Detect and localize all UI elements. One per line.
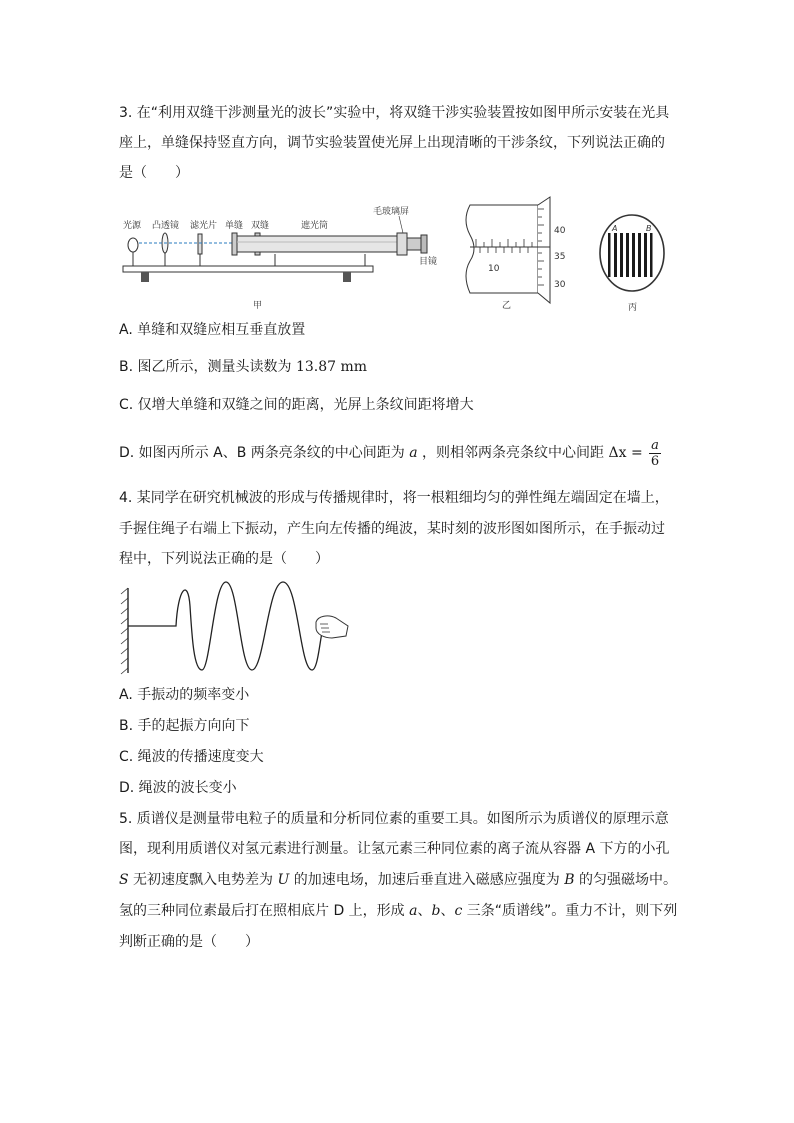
q3-option-c: C. 仅增大单缝和双缝之间的距离，光屏上条纹间距将增大: [119, 397, 474, 413]
q3-stem-line1: 3. 在“利用双缝干涉测量光的波长”实验中，将双缝干涉实验装置按如图甲所示安装在光具: [119, 105, 670, 121]
q5-sep-1: 、: [417, 903, 432, 919]
q3-option-a: A. 单缝和双缝应相互垂直放置: [119, 322, 306, 338]
q5-sep-2: 、: [440, 903, 455, 919]
hand-icon: [316, 616, 348, 638]
q5-line3-part3: 的匀强磁场中。: [574, 872, 677, 888]
q5-var-b: B: [564, 872, 575, 888]
q3-option-d: [119, 437, 661, 469]
q3-option-b: [119, 357, 367, 377]
q3-option-b-value: 13.87 mm: [295, 359, 368, 375]
q4-stem-line2: 手握住绳子右端上下振动，产生向左传播的绳波，某时刻的波形图如图所示，在手振动过: [119, 521, 665, 537]
yi-main-10: 10: [488, 264, 500, 274]
q5-stem-line2: 图，现利用质谱仪对氢元素进行测量。让氢元素三种同位素的离子流从容器 A 下方的小孔: [119, 841, 670, 857]
jia-label-tube: 遮光筒: [301, 221, 329, 231]
q5-var-b-line: b: [431, 903, 441, 919]
bing-label-a: A: [612, 224, 618, 233]
q3-option-d-text: D. 如图丙所示 A、B 两条亮条纹的中心间距为: [119, 445, 405, 461]
figure-rope-wave: [118, 578, 353, 678]
q5-stem-line5: 判断正确的是（ ）: [119, 934, 259, 950]
rope: [128, 582, 323, 670]
q5-var-s: S: [119, 872, 129, 888]
jia-caption: 甲: [253, 301, 263, 311]
q3-option-d-mid: ，则相邻两条亮条纹中心间距: [422, 445, 605, 461]
yi-caption: 乙: [502, 301, 512, 311]
q3-option-d-fraction: [649, 438, 661, 469]
q5-line3-part1: 无初速度飘入电势差为: [128, 872, 278, 888]
q4-option-d: D. 绳波的波长变小: [119, 780, 237, 796]
q5-stem-line3: [119, 870, 677, 890]
q3-option-d-eq: Δx =: [608, 445, 643, 461]
q4-option-a: A. 手振动的频率变小: [119, 687, 250, 703]
q4-stem-line1: 4. 某同学在研究机械波的形成与传播规律时，将一根粗细均匀的弹性绳左端固定在墙上，: [119, 490, 669, 506]
yi-scale-40: 40: [554, 226, 566, 236]
jia-label-single-slit: 单缝: [225, 221, 244, 231]
fraction-denominator: 6: [650, 453, 660, 469]
q5-var-u: U: [277, 872, 290, 888]
yi-scale-30: 30: [554, 280, 566, 290]
jia-label-filter: 滤光片: [190, 221, 218, 231]
q5-var-c: c: [454, 903, 463, 919]
figure-yi: [462, 195, 582, 315]
q5-line4-part1: 氢的三种同位素最后打在照相底片 D 上，形成: [119, 903, 410, 919]
jia-label-convex-lens: 凸透镜: [152, 221, 180, 231]
q3-option-b-text: B. 图乙所示，测量头读数为: [119, 359, 292, 375]
wall-hatching: [121, 588, 128, 674]
q5-line3-part2: 的加速电场，加速后垂直进入磁感应强度为: [289, 872, 565, 888]
q3-stem-line2: 座上，单缝保持竖直方向，调节实验装置使光屏上出现清晰的干涉条纹，下列说法正确的: [119, 135, 665, 151]
figure-jia: [115, 200, 445, 315]
q4-option-b: B. 手的起振方向向下: [119, 718, 250, 734]
q3-stem-line3: 是（ ）: [119, 165, 189, 181]
q4-option-c: C. 绳波的传播速度变大: [119, 749, 264, 765]
yi-scale-35: 35: [554, 252, 566, 262]
jia-label-screen: 毛玻璃屏: [373, 207, 410, 217]
fraction-numerator: a: [651, 437, 659, 453]
q5-stem-line4: [119, 901, 677, 921]
q3-option-d-var-a: a: [409, 445, 418, 461]
q4-stem-line3: 程中，下列说法正确的是（ ）: [119, 551, 329, 567]
q5-line4-part2: 三条“质谱线”。重力不计，则下列: [462, 903, 678, 919]
jia-label-eyepiece: 目镜: [419, 257, 438, 267]
jia-label-light-source: 光源: [123, 221, 142, 231]
figure-bing: [594, 205, 674, 317]
q5-var-a: a: [409, 903, 418, 919]
q5-stem-line1: 5. 质谱仪是测量带电粒子的质量和分析同位素的重要工具。如图所示为质谱仪的原理示意: [119, 811, 669, 827]
jia-label-double-slit: 双缝: [251, 221, 270, 231]
bing-label-b: B: [646, 224, 652, 233]
bing-caption: 丙: [628, 303, 638, 313]
